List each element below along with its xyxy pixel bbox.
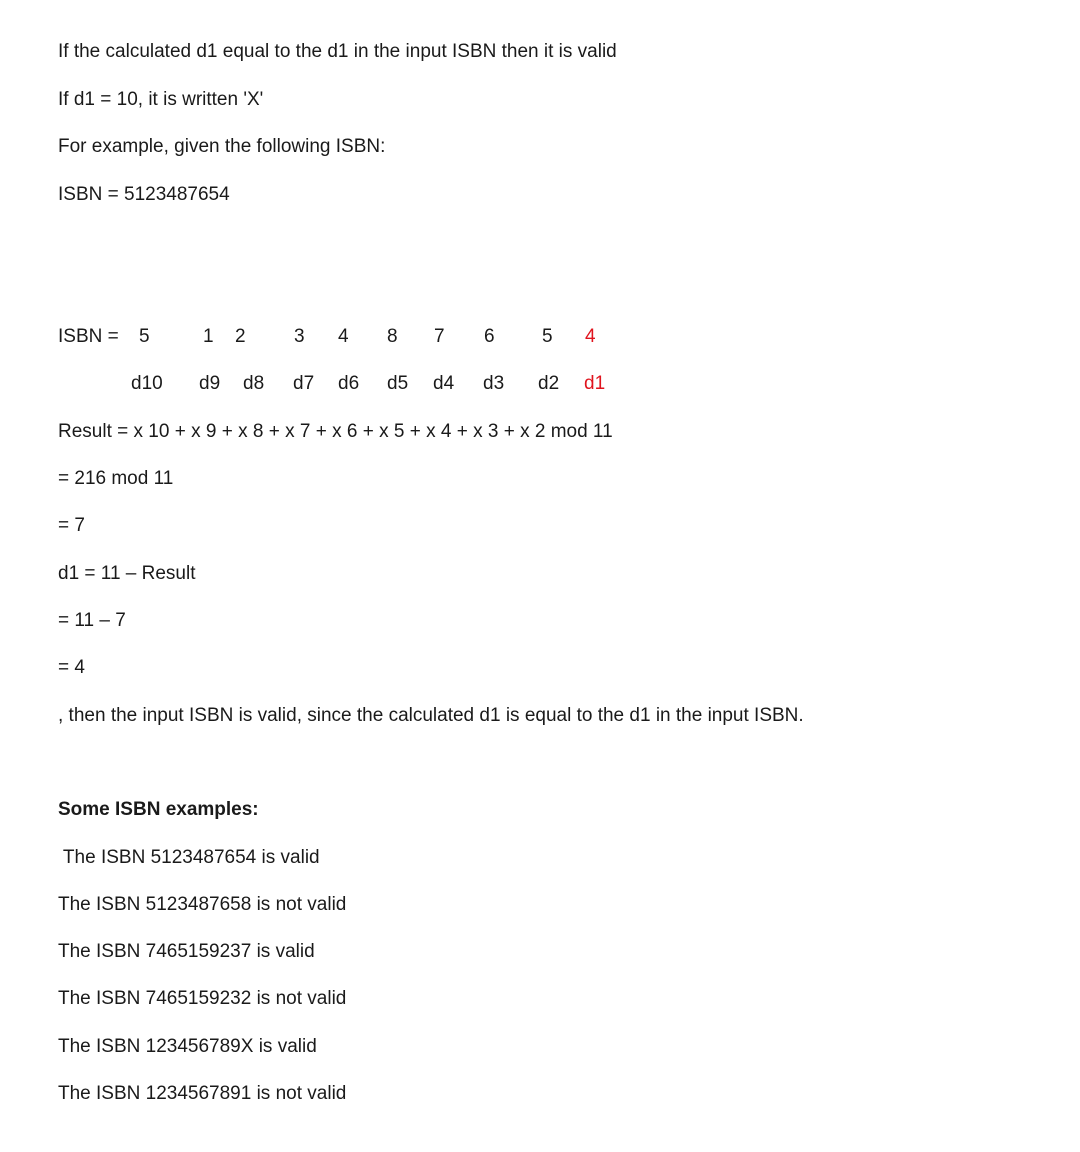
position-d8: d8 [243, 373, 265, 394]
position-d7: d7 [293, 373, 315, 394]
conclusion-text: , then the input ISBN is valid, since the calculated d1 is equal to the d1 in the input ISBN. [58, 705, 804, 726]
position-d1-highlight: d1 [584, 373, 606, 394]
digit-d2: 5 [542, 326, 553, 347]
position-d4: d4 [433, 373, 455, 394]
position-d6: d6 [338, 373, 360, 394]
calc-step-4: = 4 [58, 657, 85, 678]
digit-d1-highlight: 4 [585, 326, 596, 347]
digit-d3: 6 [484, 326, 495, 347]
example-item: The ISBN 7465159237 is valid [58, 941, 315, 962]
calc-step-2: = 7 [58, 515, 85, 536]
example-intro-text: For example, given the following ISBN: [58, 136, 386, 157]
digit-d5: 8 [387, 326, 398, 347]
valid-rule-text: If the calculated d1 equal to the d1 in the input ISBN then it is valid [58, 41, 617, 62]
position-d2: d2 [538, 373, 560, 394]
example-item: The ISBN 5123487654 is valid [58, 847, 320, 868]
result-formula: Result = x 10 + x 9 + x 8 + x 7 + x 6 + x 5 + x 4 + x 3 + x 2 mod 11 [58, 421, 613, 442]
digit-d7: 3 [294, 326, 305, 347]
calc-step-1: = 216 mod 11 [58, 468, 174, 489]
example-item: The ISBN 1234567891 is not valid [58, 1083, 347, 1104]
examples-heading: Some ISBN examples: [58, 799, 259, 820]
calc-step-3: = 11 – 7 [58, 610, 126, 631]
example-item: The ISBN 123456789X is valid [58, 1036, 317, 1057]
breakdown-label: ISBN = [58, 326, 119, 347]
position-d10: d10 [131, 373, 163, 394]
digit-d8: 2 [235, 326, 246, 347]
digit-d6: 4 [338, 326, 349, 347]
x-rule-text: If d1 = 10, it is written 'X' [58, 89, 264, 110]
position-d5: d5 [387, 373, 409, 394]
example-item: The ISBN 7465159232 is not valid [58, 988, 347, 1009]
d1-formula: d1 = 11 – Result [58, 563, 196, 584]
position-d9: d9 [199, 373, 221, 394]
digit-d10: 5 [139, 326, 150, 347]
digit-d9: 1 [203, 326, 214, 347]
isbn-value-text: ISBN = 5123487654 [58, 184, 230, 205]
position-d3: d3 [483, 373, 505, 394]
example-item: The ISBN 5123487658 is not valid [58, 894, 347, 915]
digit-d4: 7 [434, 326, 445, 347]
